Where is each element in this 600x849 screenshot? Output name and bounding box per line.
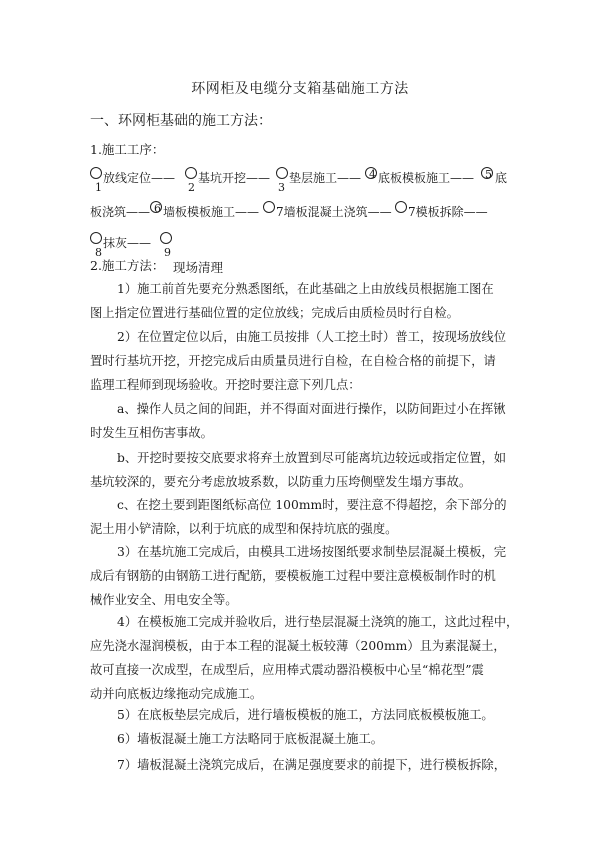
paragraph-line: 5）在底板垫层完成后，进行墙板模板的施工，方法同底板模板施工。 — [117, 708, 494, 722]
flow-step-9: 抹灰—— — [103, 236, 152, 250]
paragraph-4 — [90, 610, 518, 706]
paragraph-line: 泥土用小铲清除，以利于坑底的成型和保持坑底的强度。 — [90, 522, 398, 536]
section-heading-1: 一、环网柜基础的施工方法： — [90, 113, 272, 129]
step-circle-7b — [395, 201, 407, 213]
step-circle-8 — [90, 232, 102, 244]
paragraph-line: 应先浇水湿润模板，由于本工程的混凝土板较薄（200mm）且为素混凝土， — [90, 639, 506, 653]
paragraph-line: 成后有钢筋的由钢筋工进行配筋，要模板施工过程中要注意模板制作时的机 — [90, 569, 496, 583]
paragraph-line: 监理工程师到现场验收。开挖时要注意下列几点： — [90, 378, 361, 392]
procedure-label: 1.施工工序： — [90, 142, 165, 157]
method-sublabel: 现场清理 — [173, 260, 224, 275]
paragraph-line: c、在挖土要到距图纸标高位 100mm时，要注意不得超挖，余下部分的 — [117, 498, 507, 512]
step-number-4: 4 — [369, 168, 376, 181]
paragraph-line: 置时行基坑开挖，开挖完成后由质量员进行自检，在自检合格的前提下，请 — [90, 354, 496, 368]
paragraph-line: a、操作人员之间的间距，并不得面对面进行操作，以防间距过小在挥锹 — [117, 402, 506, 416]
paragraph-6 — [90, 727, 383, 751]
paragraph-5 — [90, 703, 494, 727]
step-number-5: 5 — [485, 168, 492, 181]
flow-step-2: 基坑开挖—— — [198, 171, 271, 185]
paragraph-line: 6）墙板混凝土施工方法略同于底板混凝土施工。 — [117, 732, 384, 746]
paragraph-line: 图上指定位置进行基础位置的定位放线；完成后由质检员时行自检。 — [90, 306, 459, 320]
paragraph-line: 2）在位置定位以后，由施工员按排（人工挖土时）普工，按现场放线位 — [117, 330, 507, 344]
page-title: 环网柜及电缆分支箱基础施工方法 — [191, 81, 409, 97]
flow-step-5-cont: 板浇筑—— — [90, 205, 151, 219]
paragraph-1 — [90, 277, 494, 325]
paragraph-line: 1）施工前首先要充分熟悉图纸，在此基础之上由放线员根据施工图在 — [117, 282, 494, 296]
flow-step-1: 放线定位—— — [103, 171, 176, 185]
flow-step-7: 7墙板混凝土浇筑—— — [276, 205, 392, 219]
paragraph-line: 4）在模板施工完成并验收后，进行垫层混凝土浇筑的施工，这此过程中， — [117, 615, 519, 629]
step-circle-1 — [90, 167, 102, 179]
step-number-8: 8 — [95, 246, 102, 259]
paragraph-2 — [90, 325, 506, 397]
step-circle-2 — [185, 167, 197, 179]
paragraph-line: 械作业安全、用电安全等。 — [90, 593, 238, 607]
paragraph-line: 动并向底板边缘拖动完成施工。 — [90, 687, 263, 701]
paragraph-line: 故可直接一次成型，在成型后，应用棒式震动器沿模板中心呈“棉花型”震 — [90, 663, 484, 677]
step-number-1: 1 — [95, 181, 102, 194]
paragraph-2c — [90, 493, 507, 541]
paragraph-2b — [90, 446, 506, 494]
step-number-2: 2 — [188, 181, 195, 194]
step-number-3: 3 — [278, 181, 285, 194]
step-circle-3 — [276, 167, 288, 179]
paragraph-line: 基坑较深的，要充分考虑放坡系数，以防重力压垮侧壁发生塌方事故。 — [90, 475, 472, 489]
paragraph-3 — [90, 540, 506, 612]
flow-step-6: 墙板模板施工—— — [163, 205, 260, 219]
paragraph-line: b、开挖时要按交底要求将弃土放置到尽可能离坑边较远或指定位置，如 — [117, 451, 507, 465]
method-label: 2.施工方法： — [90, 258, 165, 273]
paragraph-line: 3）在基坑施工完成后，由模具工进场按图纸要求制垫层混凝土模板，完 — [117, 545, 507, 559]
step-number-9: 9 — [164, 246, 171, 259]
paragraph-line: 7）墙板混凝土浇筑完成后，在满足强度要求的前提下，进行模板拆除， — [117, 758, 507, 772]
paragraph-2a — [90, 397, 506, 445]
step-number-6: 6 — [154, 202, 161, 215]
flow-step-4: 底板模板施工—— — [378, 171, 475, 185]
step-circle-9 — [160, 232, 172, 244]
flow-step-8: 7模板拆除—— — [408, 205, 488, 219]
paragraph-7 — [90, 753, 506, 777]
flow-step-3: 垫层施工—— — [289, 171, 362, 185]
step-circle-7 — [263, 201, 275, 213]
flow-step-5: 底 — [495, 171, 508, 185]
paragraph-line: 时发生互相伤害事故。 — [90, 426, 213, 440]
